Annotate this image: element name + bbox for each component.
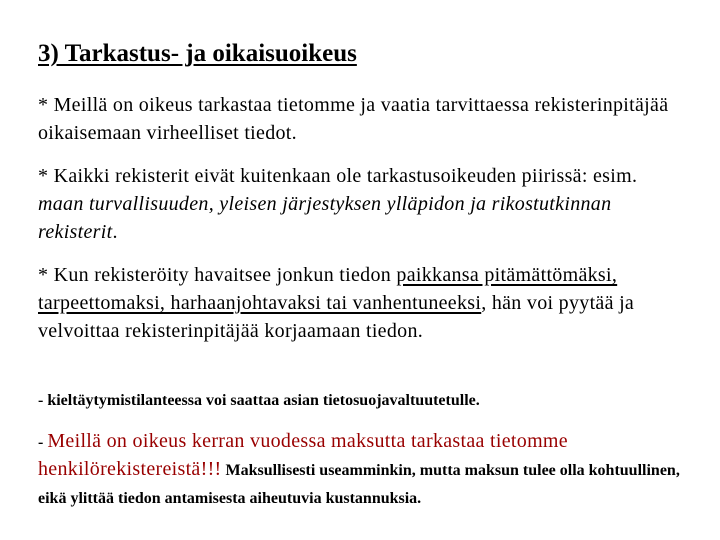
paragraph-refusal-note (38, 389, 688, 413)
bullet-dash: - (38, 434, 48, 451)
yearly-free-inspection: Meillä on oikeus kerran vuodessa maksutta tarkastaa tietomme henkilörekistereistä!!! (38, 430, 568, 480)
paragraph-correction (38, 261, 688, 345)
paragraph-yearly-inspection (38, 428, 698, 512)
fee-note: Maksullisesti useamminkin, mutta maksun tulee olla kohtuullinen, eikä ylittää tiedon antamisesta aiheutuvia kustannuksia. (38, 462, 680, 507)
paragraph-right-to-inspect (38, 91, 688, 147)
paragraph-lead: * Kaikki rekisterit eivät kuitenkaan ole tarkastusoikeuden piirissä: esim. (38, 165, 638, 187)
exception-registers: maan turvallisuuden, yleisen järjestyksen ylläpidon ja rikostutkinnan rekisterit (38, 193, 612, 243)
paragraph-text: - kieltäytymistilanteessa voi saattaa asian tietosuojavaltuutetulle. (38, 392, 480, 409)
paragraph-lead: * Kun rekisteröity havaitsee jonkun tiedon (38, 264, 397, 286)
paragraph-exceptions (38, 162, 688, 246)
paragraph-tail: , hän voi pyytää ja velvoittaa rekisterinpitäjää korjaamaan tiedon. (38, 292, 635, 342)
paragraph-text: * Meillä on oikeus tarkastaa tietomme ja vaatia tarvittaessa rekisterinpitäjää oikaisemaan virheelliset tiedot. (38, 94, 669, 144)
slide-title: 3) Tarkastus- ja oikaisuoikeus (38, 40, 357, 67)
paragraph-tail: . (112, 221, 118, 243)
underlined-conditions: paikkansa pitämättömäksi, tarpeettomaksi, harhaanjohtavaksi tai vanhentuneeksi (38, 264, 618, 314)
